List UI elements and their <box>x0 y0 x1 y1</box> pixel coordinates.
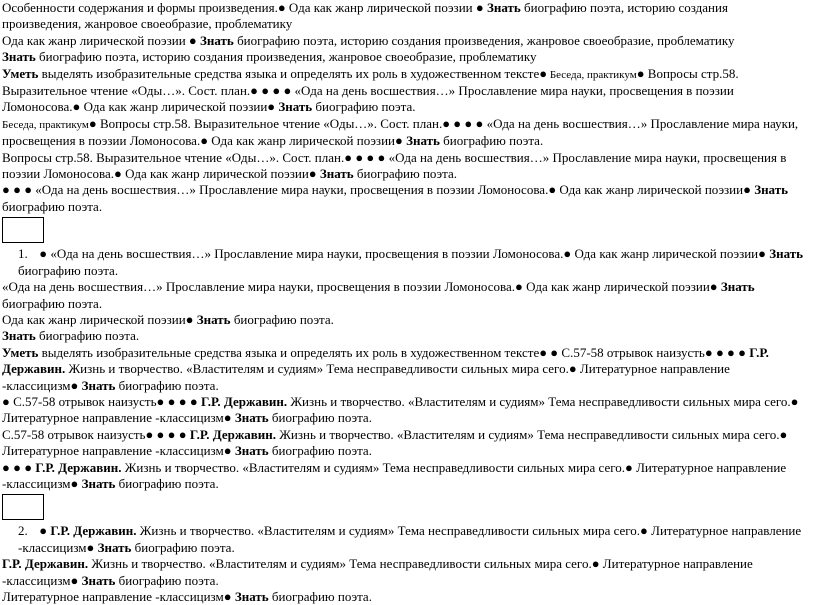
text-run: выделять изобразительные средства языка и определять их роль в художественном тексте● <box>38 65 548 81</box>
paragraph-17 <box>2 556 808 589</box>
text-run: биографию поэта. <box>115 572 219 588</box>
text-run: Ода как жанр лирической поэзии ● <box>2 32 201 48</box>
text-run: Вопросы стр.58. Выразительное чтение «Оды…». Сост. план.● ● ● ● «Ода на день восшествия…» Прославление мира науки, просвещения в поэзии Ломоносова.● Ода как жанр лирической поэзии● <box>2 149 787 182</box>
text-run: С.57-58 отрывок наизусть● ● ● ● <box>2 426 190 442</box>
bold-term: Знать <box>97 539 132 555</box>
paragraph-3 <box>2 49 808 65</box>
paragraph-9 <box>2 279 808 312</box>
author-name: Г.Р. Державин. <box>189 426 277 442</box>
text-run: ● Вопросы стр.58. Выразительное чтение «Оды…». Сост. план.● ● ● ● «Ода на день восшествия…» Прославление мира науки, просвещения в поэзии Ломоносова.● Ода как жанр лирической поэзии● <box>2 115 799 149</box>
text-run: биографию поэта. <box>18 262 119 278</box>
text-run: биографию поэта. <box>312 99 416 115</box>
bold-term: Знать <box>406 133 440 149</box>
text-run: ● С.57-58 отрывок наизусть● ● ● ● <box>2 393 201 409</box>
text-run: выделять изобразительные средства языка и определять их роль в художественном тексте● ● С.57-58 отрывок наизусть● ● ● ● <box>38 344 750 360</box>
text-run: Жизнь и творчество. «Властителям и судиям» Тема несправедливости сильных мира сего.● Литературное направление -классицизм● <box>2 459 787 491</box>
text-run: Жизнь и творчество. «Властителям и судиям» Тема несправедливости сильных мира сего.● Литературное направление -классицизм● <box>2 393 799 426</box>
bold-term: Уметь <box>2 65 39 81</box>
paragraph-6 <box>2 150 808 183</box>
bold-term: Знать <box>2 328 36 344</box>
author-name: Г.Р. Державин. <box>2 556 89 572</box>
bold-term: Знать <box>754 182 788 198</box>
text-run: Жизнь и творчество. «Властителям и судиям» Тема несправедливости сильных мира сего.● Литературное направление -классицизм● <box>2 426 788 459</box>
bold-term: Знать <box>234 410 269 426</box>
text-run: биографию поэта, историю создания произведения, жанровое своеобразие, проблематику <box>2 0 728 32</box>
empty-table-cell <box>2 494 44 520</box>
empty-table-cell <box>2 217 44 243</box>
list-number: 1. <box>18 246 28 262</box>
paragraph-2 <box>2 33 808 49</box>
text-run: биографию поэта. <box>131 539 235 555</box>
text-run: биографию поэта. <box>268 410 372 426</box>
paragraph-11 <box>2 328 808 344</box>
text-run: «Ода на день восшествия…» Прославление мира науки, просвещения в поэзии Ломоносова.● Ода как жанр лирической поэзии● <box>2 279 721 295</box>
paragraph-1 <box>2 0 808 33</box>
paragraph-18 <box>2 589 808 605</box>
author-name: Г.Р. Державин. <box>35 459 122 475</box>
bold-term: Знать <box>278 99 313 115</box>
bold-term: Знать <box>234 443 269 459</box>
bold-term: Знать <box>196 311 231 327</box>
list-item-2 <box>2 523 808 556</box>
text-run: биографию поэта, историю создания произведения, жанровое своеобразие, проблематику <box>35 49 537 65</box>
text-run: Ода как жанр лирической поэзии● <box>2 311 197 327</box>
text-run: ● «Ода на день восшествия…» Прославление мира науки, просвещения в поэзии Ломоносова.● Ода как жанр лирической поэзии● <box>36 246 770 262</box>
text-run: Жизнь и творчество. «Властителям и судиям» Тема несправедливости сильных мира сего.● Литературное направление -классицизм● <box>18 523 802 555</box>
text-run: биографию поэта. <box>2 295 103 311</box>
paragraph-7 <box>2 182 808 215</box>
small-text: Беседа, практикум <box>2 118 89 131</box>
paragraph-5 <box>2 116 808 150</box>
text-run: Жизнь и творчество. «Властителям и судиям» Тема несправедливости сильных мира сего.● Литературное направление -классицизм● <box>2 556 753 588</box>
small-text: Беседа, практикум <box>547 68 637 81</box>
text-run: ● Вопросы стр.58. Выразительное чтение «Оды…». Сост. план.● ● ● ● «Ода на день восшествия…» Прославление мира науки, просвещения в поэзии Ломоносова.● Ода как жанр лирической поэзии● <box>2 65 739 115</box>
text-run: биографию поэта, историю создания произведения, жанровое своеобразие, проблематику <box>233 32 735 48</box>
author-name: Г.Р. Державин. <box>200 393 288 409</box>
text-run: биографию поэта. <box>35 328 140 344</box>
paragraph-10 <box>2 312 808 328</box>
text-run: биографию поэта. <box>439 133 544 149</box>
bold-term: Знать <box>2 49 36 65</box>
paragraph-13 <box>2 394 808 427</box>
paragraph-4 <box>2 66 808 116</box>
text-run: биографию поэта. <box>115 475 219 491</box>
bold-term: Знать <box>81 572 116 588</box>
text-run: биографию поэта. <box>268 589 372 604</box>
text-run: биографию поэта. <box>115 377 219 393</box>
paragraph-14 <box>2 427 808 460</box>
bold-term: Знать <box>319 166 354 182</box>
text-run: Жизнь и творчество. «Властителям и судиям» Тема несправедливости сильных мира сего.● Литературное направление -классицизм● <box>2 361 730 393</box>
bold-term: Знать <box>720 279 755 295</box>
text-run: ● ● ● «Ода на день восшествия…» Прославление мира науки, просвещения в поэзии Ломоносова.● Ода как жанр лирической поэзии● <box>2 182 755 198</box>
list-number: 2. <box>18 523 28 539</box>
paragraph-15 <box>2 460 808 493</box>
bold-term: Знать <box>486 0 521 15</box>
text-run: биографию поэта. <box>353 166 457 182</box>
bold-term: Знать <box>81 377 116 393</box>
author-name: Г.Р. Державин. <box>2 344 769 377</box>
text-run: ● <box>36 523 51 539</box>
text-run: биографию поэта. <box>2 198 103 214</box>
text-run: ● ● ● <box>2 459 36 475</box>
text-run: Особенности содержания и формы произведения.● Ода как жанр лирической поэзии ● <box>2 0 487 15</box>
list-item-1 <box>2 246 808 279</box>
text-run: биографию поэта. <box>268 443 372 459</box>
bold-term: Знать <box>81 475 116 491</box>
paragraph-12 <box>2 345 808 394</box>
bold-term: Знать <box>200 32 234 48</box>
text-run: биографию поэта. <box>230 311 334 327</box>
bold-term: Уметь <box>2 344 39 360</box>
bold-term: Знать <box>769 246 804 262</box>
text-run: Литературное направление -классицизм● <box>2 589 235 604</box>
author-name: Г.Р. Державин. <box>50 523 137 539</box>
bold-term: Знать <box>234 589 269 604</box>
